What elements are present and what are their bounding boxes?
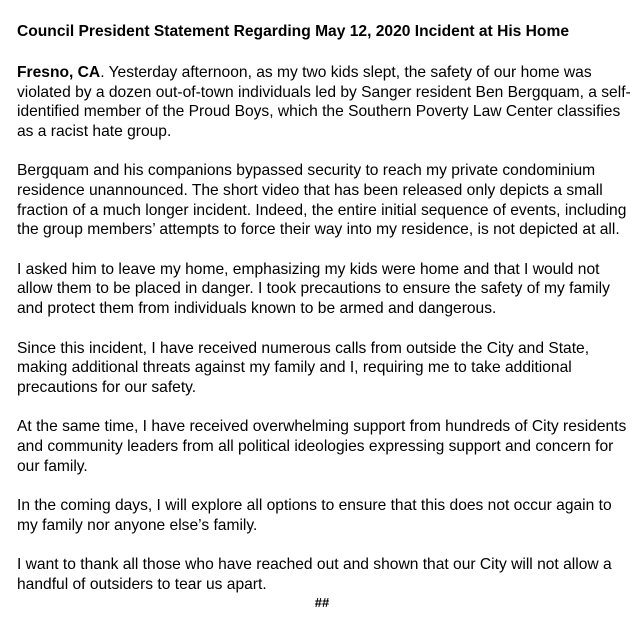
document-title: Council President Statement Regarding May 12, 2020 Incident at His Home [17, 23, 569, 40]
end-mark: ## [314, 595, 330, 611]
paragraph-1-text: . Yesterday afternoon, as my two kids slept, the safety of our home was violated by a dozen out-of-town individuals led by Sanger resident Ben Bergquam, a self-identified member of the Proud Boys, which the Southern Poverty Law Center classifies as a racist hate group. [17, 64, 631, 140]
dateline: Fresno, CA [17, 64, 101, 81]
paragraph-7: I want to thank all those who have reached out and shown that our City will not allow a handful of outsiders to tear us apart. [17, 556, 612, 593]
paragraph-6: In the coming days, I will explore all options to ensure that this does not occur again to my family nor anyone else’s family. [17, 497, 612, 534]
paragraph-2: Bergquam and his companions bypassed security to reach my private condominium residence unannounced. The short video that has been released only depicts a small fraction of a much longer incident. Indeed, the entire initial sequence of events, including the group members’ attempts to force their way into my residence, is not depicted at all. [17, 162, 627, 239]
paragraph-4: Since this incident, I have received numerous calls from outside the City and State, making additional threats against my family and I, requiring me to take additional precautions for our safety. [17, 339, 590, 396]
paragraph-5: At the same time, I have received overwhelming support from hundreds of City residents and community leaders from all political ideologies expressing support and concern for our family. [17, 418, 627, 475]
statement-document [17, 22, 633, 611]
paragraph-3: I asked him to leave my home, emphasizing my kids were home and that I would not allow them to be placed in danger. I took precautions to ensure the safety of my family and protect them from individuals known to be armed and dangerous. [17, 260, 610, 317]
paragraph-1 [17, 63, 633, 141]
